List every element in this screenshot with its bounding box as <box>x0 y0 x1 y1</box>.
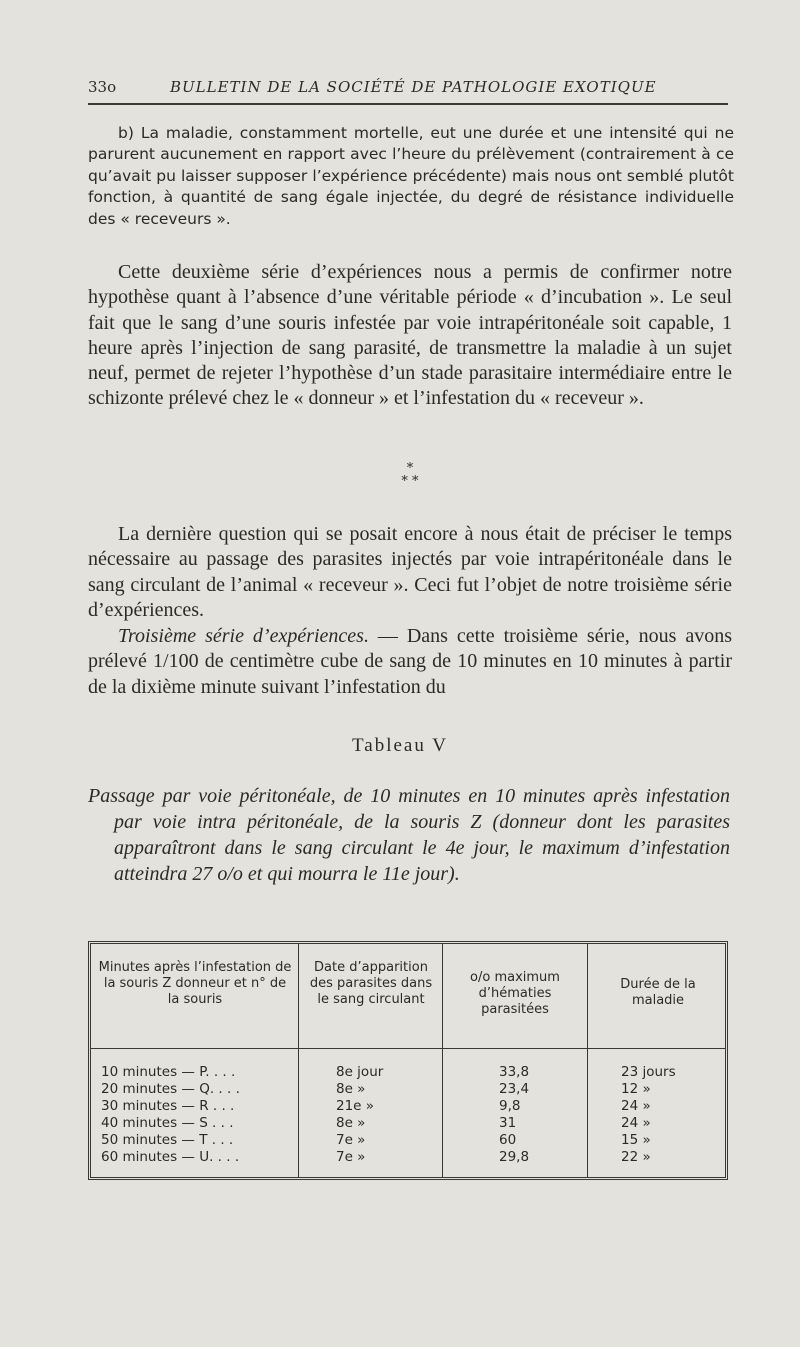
cell-duration: 23 jours <box>621 1064 676 1080</box>
table-caption: Passage par voie péritonéale, de 10 minutes en 10 minutes après infestation par voie intra péritonéale, de la souris Z (donneur dont les parasites apparaîtront dans le sang circulant le 4e jour, le maximum d’infestation atteindra 27 o/o et qui mourra le 11e jour). <box>88 785 730 885</box>
cell-minutes: 30 minutes — R . . . <box>101 1098 235 1114</box>
column-header-date: Date d’apparition des parasites dans le sang circulant <box>309 960 433 1007</box>
header-rule <box>88 103 728 105</box>
journal-title: BULLETIN DE LA SOCIÉTÉ DE PATHOLOGIE EXOTIQUE <box>170 78 657 96</box>
cell-duration: 24 » <box>621 1115 651 1131</box>
cell-duration: 24 » <box>621 1098 651 1114</box>
cell-max-percent: 60 <box>499 1132 517 1148</box>
third-series-text: — Dans cette troisième série, nous avons prélevé 1/100 de centimètre cube de sang de 10 minutes en 10 minutes à partir de la dixième minute suivant l’infestation du <box>88 625 733 698</box>
cell-date: 8e jour <box>336 1064 384 1080</box>
page-number: 33o <box>88 78 117 96</box>
cell-minutes: 60 minutes — U. . . . <box>101 1149 240 1165</box>
header-row-rule <box>91 1048 725 1049</box>
column-divider <box>587 944 588 1177</box>
cell-minutes: 20 minutes — Q. . . . <box>101 1081 240 1097</box>
cell-date: 21e » <box>336 1098 375 1114</box>
cell-duration: 15 » <box>621 1132 651 1148</box>
separator-stars-bottom: * * <box>401 474 419 489</box>
cell-max-percent: 9,8 <box>499 1098 521 1114</box>
cell-max-percent: 33,8 <box>499 1064 530 1080</box>
column-header-minutes: Minutes après l’infestation de la souris Z donneur et n° de la souris <box>98 960 292 1007</box>
column-header-max-percent: o/o maximum d’hématies parasitées <box>470 970 560 1017</box>
cell-minutes: 40 minutes — S . . . <box>101 1115 234 1131</box>
table-title: Tableau V <box>352 735 448 756</box>
paragraph-hypothesis: Cette deuxième série d’expériences nous a permis de confirmer notre hypothèse quant à l’absence d’une véritable période « d’incubation ». Le seul fait que le sang d’une souris infestée par voie intrapéritonéale soit capable, 1 heure après l’injection de sang parasité, de transmettre la maladie à un sujet neuf, permet de rejeter l’hypothèse d’un stade parasitaire intermédiaire entre le schizonte prélevé chez le « donneur » et l’infestation du « receveur ». <box>88 261 732 410</box>
cell-date: 7e » <box>336 1132 366 1148</box>
paragraph-b: b) La maladie, constamment mortelle, eut une durée et une intensité qui ne parurent aucunement en rapport avec l’heure du prélèvement (contrairement à ce qu’avait pu laisser supposer l’expérience précédente) mais nous ont semblé plutôt fonction, à quantité de sang égale injectée, du degré de résistance individuelle des « receveurs ». <box>88 124 734 228</box>
cell-duration: 22 » <box>621 1149 651 1165</box>
cell-date: 8e » <box>336 1115 366 1131</box>
third-series-heading: Troisième série d’expériences. <box>118 625 369 647</box>
cell-max-percent: 31 <box>499 1115 517 1131</box>
cell-date: 8e » <box>336 1081 366 1097</box>
cell-duration: 12 » <box>621 1081 651 1097</box>
data-table <box>88 941 728 1180</box>
cell-max-percent: 29,8 <box>499 1149 530 1165</box>
cell-date: 7e » <box>336 1149 366 1165</box>
cell-max-percent: 23,4 <box>499 1081 530 1097</box>
column-divider <box>442 944 443 1177</box>
cell-minutes: 50 minutes — T . . . <box>101 1132 234 1148</box>
paragraph-question: La dernière question qui se posait encore à nous était de préciser le temps nécessaire au passage des parasites injectés par voie intrapéritonéale dans le sang circulant de l’animal « receveur ». Ceci fut l’objet de notre troisième série d’expériences. <box>88 523 732 621</box>
column-divider <box>298 944 299 1177</box>
cell-minutes: 10 minutes — P. . . . <box>101 1064 236 1080</box>
column-header-duration: Durée de la maladie <box>620 977 696 1008</box>
section-separator <box>395 462 425 488</box>
paragraph-third-series <box>88 624 732 700</box>
separator-star-top: * <box>406 461 414 476</box>
